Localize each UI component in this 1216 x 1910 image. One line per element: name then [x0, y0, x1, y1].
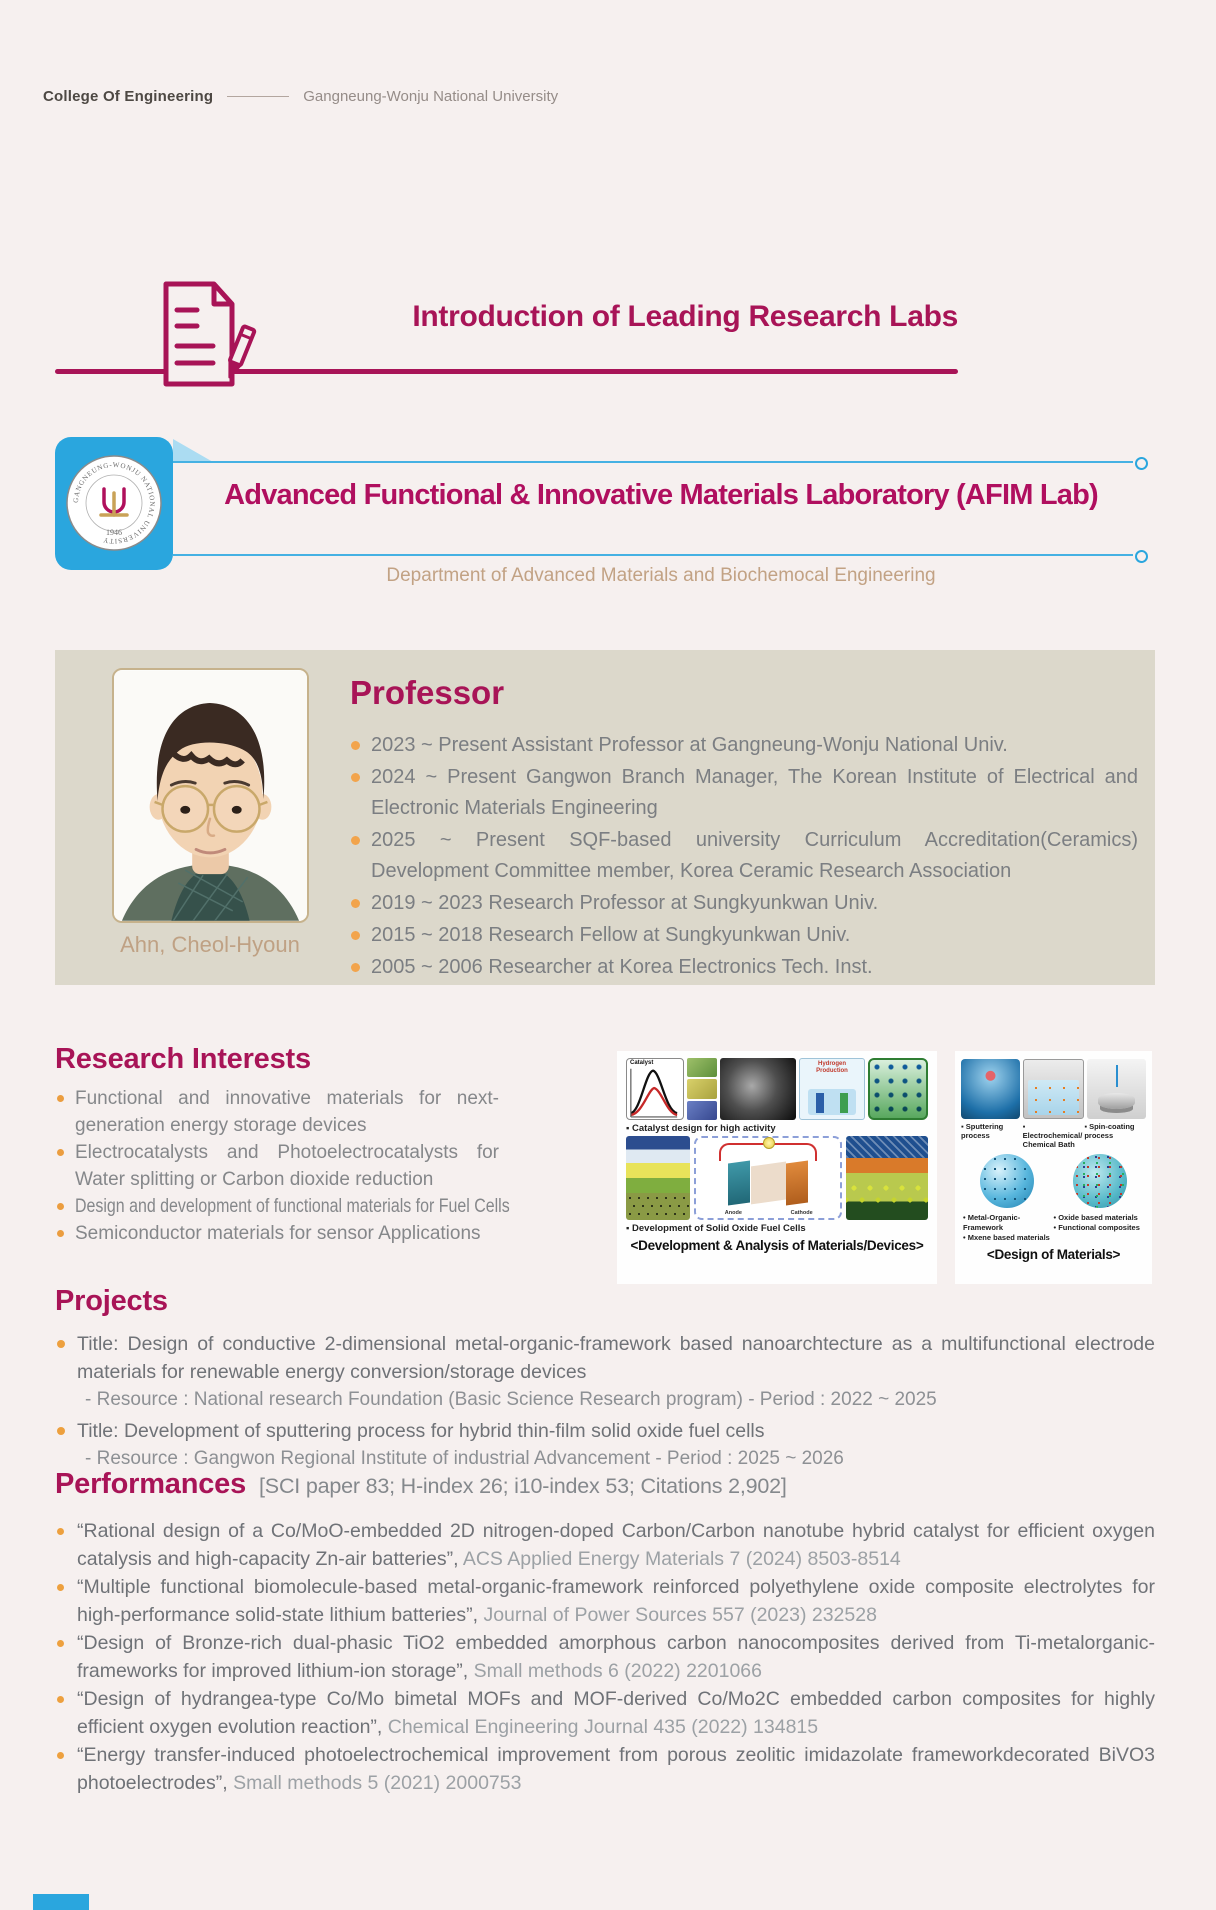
- cathode-slab: [786, 1160, 808, 1205]
- process-label: ▪ Spin-coating process: [1084, 1122, 1146, 1149]
- publication-ref: Small methods 5 (2021) 2000753: [233, 1771, 522, 1794]
- microscopy-thumb-stack: [687, 1058, 717, 1120]
- research-interest-item: Functional and innovative materials for next-generation energy storage devices: [55, 1085, 499, 1139]
- professor-photo: [112, 668, 309, 923]
- publication-item: [55, 1518, 1155, 1573]
- university-label: Gangneung-Wonju National University: [303, 88, 559, 105]
- electrolysis-cell: [808, 1089, 856, 1115]
- publication-title: “Multiple functional biomolecule-based metal-organic-framework reinforced polyethylene oxide composite electrolytes for high-performance solid-state lithium batteries”,: [77, 1576, 1155, 1626]
- sputtering-thumb: [961, 1059, 1020, 1119]
- material-label: • Metal-Organic-Framework: [963, 1213, 1054, 1233]
- career-list: [350, 730, 1138, 984]
- project-item: [55, 1330, 1155, 1414]
- professor-name: Ahn, Cheol-Hyoun: [120, 932, 300, 957]
- publications-list: [55, 1518, 1155, 1798]
- publication-item: [55, 1686, 1155, 1741]
- research-interest-item: Electrocatalysts and Photoelectrocatalysts for Water splitting or Carbon dioxide reduction: [55, 1139, 499, 1193]
- catalyst-energy-diagram-thumb: Catalyst: [626, 1058, 684, 1120]
- banner-line-top-endcap: [1135, 457, 1148, 470]
- lab-name: Advanced Functional & Innovative Materials Laboratory (AFIM Lab): [224, 479, 1098, 511]
- figure2-material-spheres: [961, 1154, 1146, 1208]
- logo-ribbon-fold: [173, 439, 213, 462]
- spin-coater-thumb: [1087, 1059, 1146, 1119]
- layered-device-thumb: [626, 1136, 690, 1220]
- figure2-process-thumbnails: [961, 1059, 1146, 1119]
- figure2-process-labels: [961, 1122, 1146, 1149]
- mof-sphere-thumb: [980, 1154, 1034, 1208]
- publication-title: “Rational design of a Co/MoO-embedded 2D nitrogen-doped Carbon/Carbon nanotube hybrid catalyst for efficient oxygen catalysis and high-capacity Zn-air batteries”,: [77, 1520, 1155, 1570]
- page-title: Introduction of Leading Research Labs: [412, 300, 958, 333]
- performances-stats: [SCI paper 83; H-index 26; i10-index 53; Citations 2,902]: [259, 1474, 787, 1498]
- publication-ref: Journal of Power Sources 557 (2023) 232528: [483, 1603, 877, 1626]
- publication-item: [55, 1574, 1155, 1629]
- material-label-column: [963, 1213, 1054, 1243]
- bulb-icon: [763, 1137, 775, 1149]
- career-item: 2015 ~ 2018 Research Fellow at Sungkyunkwan Univ.: [350, 920, 1138, 951]
- seal-ring-text: GANGNEUNG-WONJU NATIONAL UNIVERSITY: [71, 460, 157, 546]
- photocatalysis-thumb: [868, 1058, 928, 1120]
- material-label: • Mxene based materials: [963, 1233, 1054, 1243]
- project-resource: - Resource : Gangwon Regional Institute of industrial Advancement - Period : 2025 ~ 2026: [85, 1448, 844, 1469]
- performances-header: [55, 1468, 787, 1501]
- sem-thumb-green: [687, 1058, 717, 1077]
- projects-heading: Projects: [55, 1285, 168, 1317]
- performances-heading: Performances: [55, 1468, 247, 1500]
- figure2-material-labels: [963, 1213, 1144, 1243]
- header-divider: [227, 96, 289, 97]
- sem-thumb-blue: [687, 1101, 717, 1120]
- research-interest-item: Design and development of functional materials for Fuel Cells: [55, 1193, 499, 1220]
- publication-item: [55, 1630, 1155, 1685]
- publication-ref: Small methods 6 (2022) 2201066: [473, 1659, 762, 1682]
- publication-title: “Energy transfer-induced photoelectrochemical improvement from porous zeolitic imidazolate frameworkdecorated BiVO3 photoelectrodes”,: [77, 1744, 1155, 1794]
- project-resource: - Resource : National research Foundation (Basic Science Research program) - Period : 2022 ~ 2025: [85, 1389, 937, 1410]
- anode-slab: [728, 1160, 750, 1205]
- projects-list: [55, 1330, 1155, 1476]
- page-header: [43, 88, 558, 105]
- material-label: • Functional composites: [1054, 1223, 1145, 1233]
- publication-ref: Chemical Engineering Journal 435 (2022) 134815: [387, 1715, 819, 1738]
- electrolyte-slab: [751, 1162, 786, 1205]
- professor-portrait: [114, 670, 307, 921]
- hydrogen-production-thumb: Hydrogen Production: [799, 1058, 865, 1120]
- figure1-label-catalyst: ▪ Catalyst design for high activity: [626, 1123, 928, 1134]
- university-logo-box: [55, 437, 173, 570]
- research-interests-heading: Research Interests: [55, 1043, 311, 1075]
- banner-line-bottom-endcap: [1135, 550, 1148, 563]
- stacked-materials-thumb: [846, 1136, 928, 1220]
- publication-title: “Design of Bronze-rich dual-phasic TiO2 embedded amorphous carbon nanocomposites derived from Ti-metalorganic-frameworks for improved lithium-ion storage”,: [77, 1632, 1155, 1682]
- lab-department: Department of Advanced Materials and Biochemocal Engineering: [386, 565, 936, 586]
- process-label: ▪ Sputtering process: [961, 1122, 1023, 1149]
- publication-ref: ACS Applied Energy Materials 7 (2024) 8503-8514: [462, 1547, 901, 1570]
- figure1-caption: <Development & Analysis of Materials/Devices>: [630, 1238, 924, 1253]
- college-label: College Of Engineering: [43, 88, 214, 105]
- publication-item: [55, 1742, 1155, 1797]
- figure-development-analysis: [617, 1051, 937, 1284]
- figure1-label-sofc: ▪ Development of Solid Oxide Fuel Cells: [626, 1223, 928, 1234]
- career-item: 2005 ~ 2006 Researcher at Korea Electronics Tech. Inst.: [350, 952, 1138, 983]
- project-item: [55, 1417, 1155, 1473]
- career-item: 2024 ~ Present Gangwon Branch Manager, The Korean Institute of Electrical and Electronic Materials Engineering: [350, 762, 1138, 824]
- page-corner-tab: [33, 1894, 89, 1910]
- career-item: 2025 ~ Present SQF-based university Curriculum Accreditation(Ceramics) Development Committee member, Korea Ceramic Research Association: [350, 825, 1138, 887]
- project-title: Title: Design of conductive 2-dimensional metal-organic-framework based nanoarchtecture as a multifunctional electrode materials for renewable energy conversion/storage devices: [77, 1333, 1155, 1383]
- chemical-bath-thumb: [1023, 1059, 1084, 1119]
- sem-thumb-yellow: [687, 1079, 717, 1098]
- professor-card: [55, 650, 1155, 985]
- material-label: • Oxide based materials: [1054, 1213, 1145, 1223]
- research-interest-item: Semiconductor materials for sensor Applications: [55, 1220, 499, 1247]
- composite-sphere-thumb: [1073, 1154, 1127, 1208]
- figure1-thumbnails-row2: [626, 1136, 928, 1220]
- seal-year: 1946: [106, 528, 122, 537]
- process-label: ▪ Electrochemical/ Chemical Bath: [1023, 1122, 1085, 1149]
- document-pencil-icon: [155, 278, 267, 390]
- fuel-cell-schematic: Anode Cathode: [694, 1136, 842, 1220]
- figure1-thumbnails-row1: [626, 1058, 928, 1120]
- career-item: 2023 ~ Present Assistant Professor at Gangneung-Wonju National Univ.: [350, 730, 1138, 761]
- banner-line-bottom: [173, 554, 1133, 556]
- tem-image-thumb: [720, 1058, 796, 1120]
- project-title: Title: Development of sputtering process for hybrid thin-film solid oxide fuel cells: [77, 1420, 765, 1442]
- university-seal: [64, 453, 164, 553]
- professor-heading: Professor: [350, 674, 505, 711]
- figure2-caption: <Design of Materials>: [986, 1247, 1121, 1262]
- publication-title: “Design of hydrangea-type Co/Mo bimetal MOFs and MOF-derived Co/Mo2C embedded carbon composites for highly efficient oxygen evolution reaction”,: [77, 1688, 1155, 1738]
- figure-design-of-materials: [955, 1051, 1152, 1284]
- research-interests-list: [55, 1085, 510, 1247]
- material-label-column: [1054, 1213, 1145, 1243]
- career-item: 2019 ~ 2023 Research Professor at Sungkyunkwan Univ.: [350, 888, 1138, 919]
- banner-line-top: [173, 461, 1133, 463]
